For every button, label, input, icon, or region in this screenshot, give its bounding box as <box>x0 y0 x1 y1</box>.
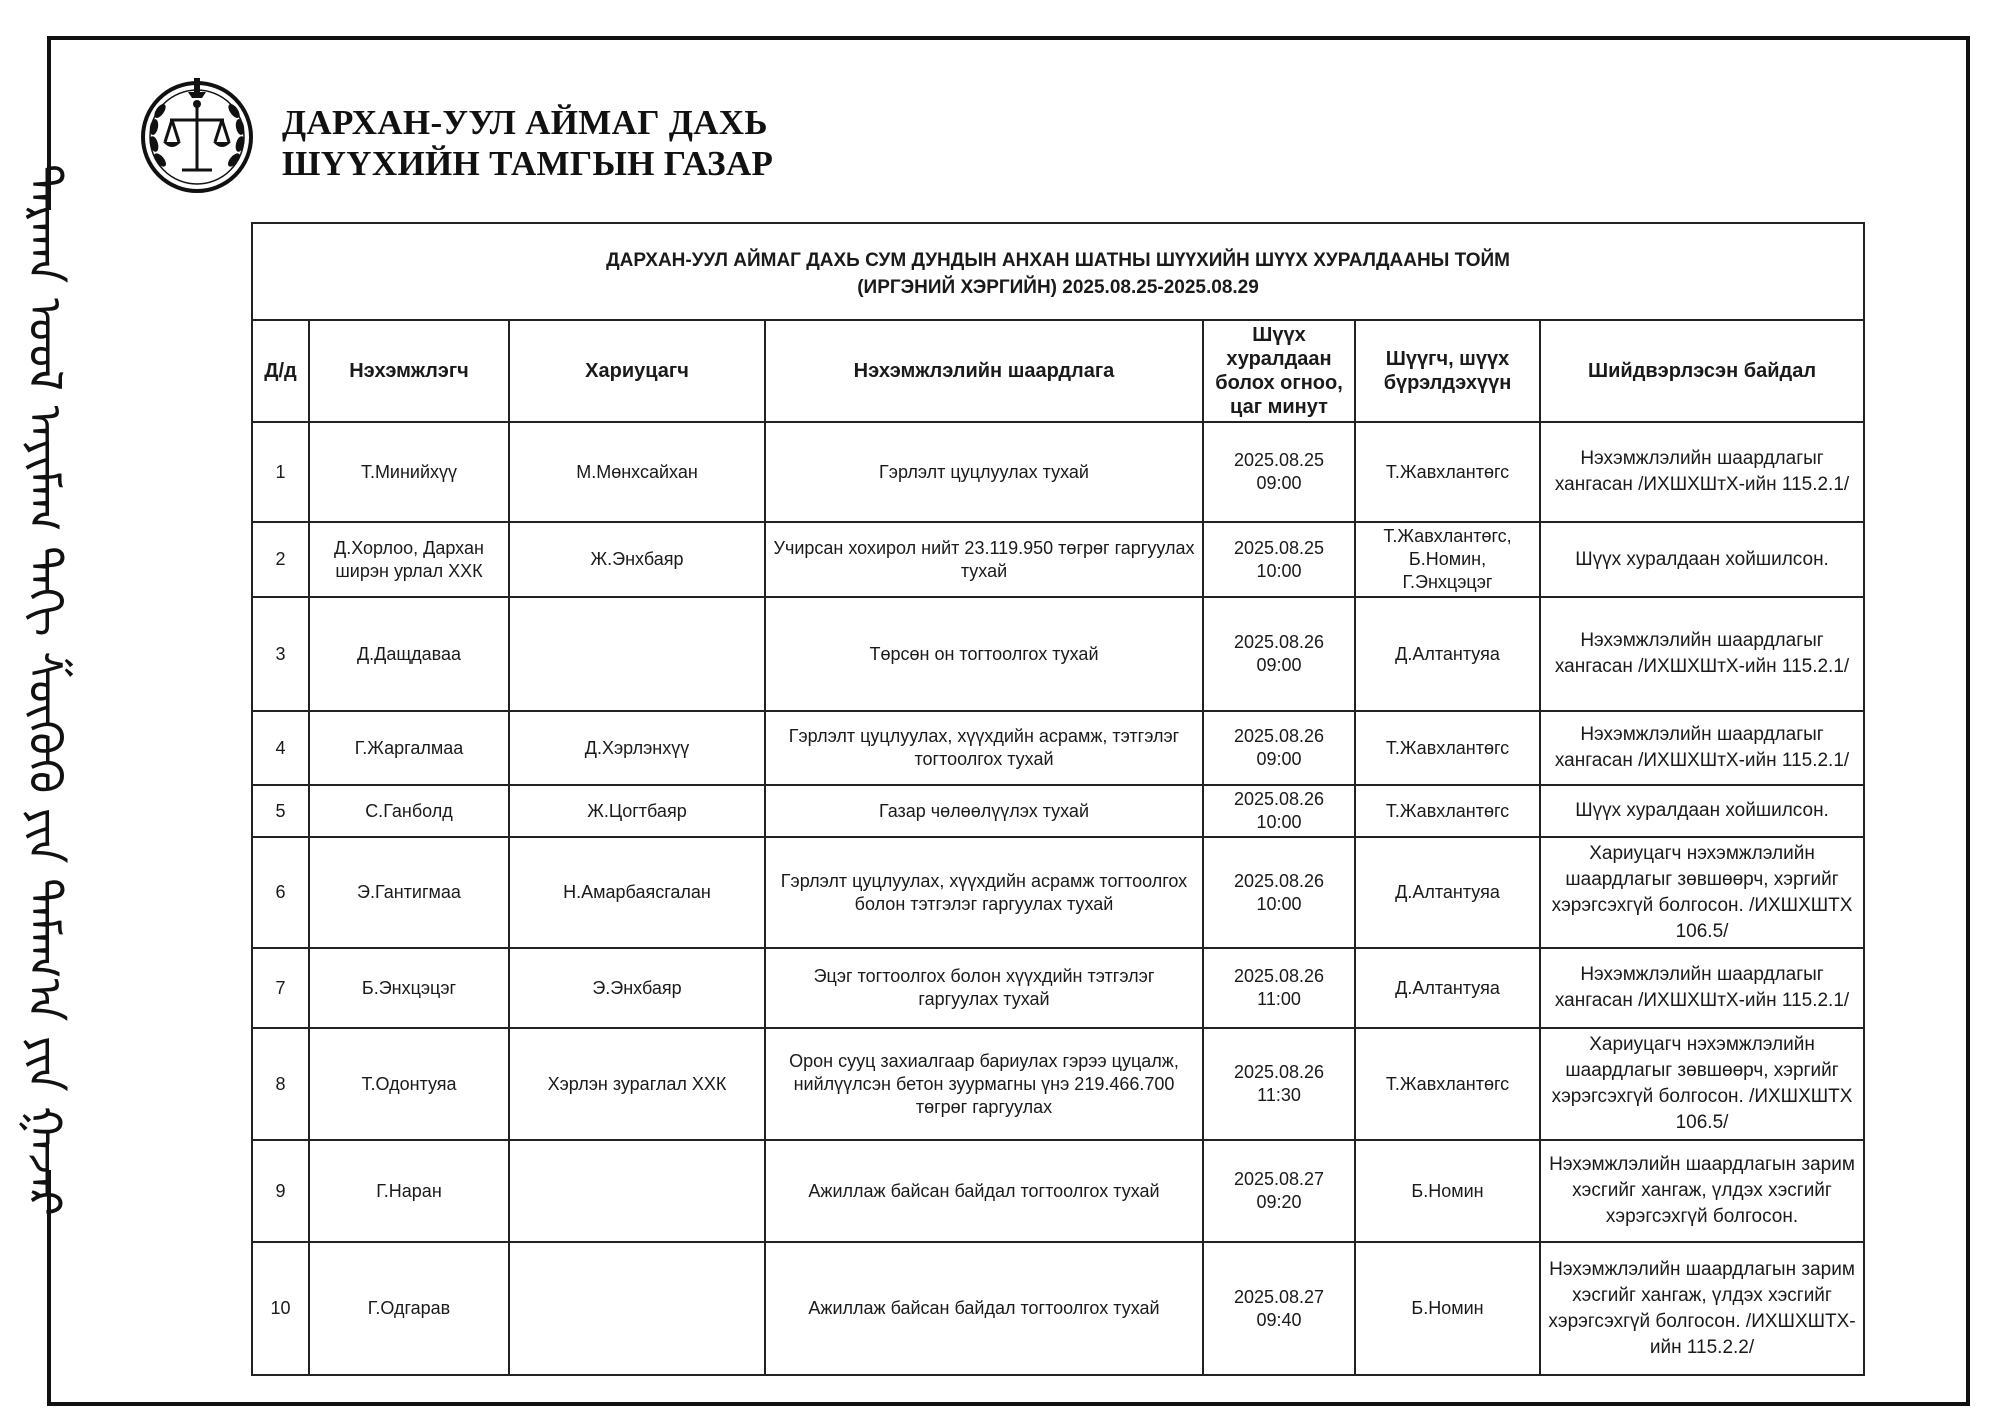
defendant-cell: Хэрлэн зураглал ХХК <box>509 1028 765 1140</box>
row-number: 5 <box>252 785 309 837</box>
vertical-mongolian-script <box>0 163 90 1217</box>
org-name <box>282 102 773 184</box>
header-decision: Шийдвэрлэсэн байдал <box>1540 320 1864 422</box>
judge-cell: Т.Жавхлантөгс <box>1355 1028 1540 1140</box>
datetime-cell <box>1203 711 1355 785</box>
hearing-date: 2025.08.26 <box>1233 1062 1325 1082</box>
table-title-line1: ДАРХАН-УУЛ АЙМАГ ДАХЬ СУМ ДУНДЫН АНХАН ШАТНЫ ШҮҮХИЙН ШҮҮХ ХУРАЛДААНЫ ТОЙМ <box>606 249 1510 271</box>
header-judge: Шүүгч, шүүх бүрэлдэхүүн <box>1355 320 1540 422</box>
hearing-date: 2025.08.25 <box>1233 450 1325 470</box>
decision-cell: Шүүх хуралдаан хойшилсон. <box>1540 785 1864 837</box>
defendant-cell: Д.Хэрлэнхүү <box>509 711 765 785</box>
header-claim: Нэхэмжлэлийн шаардлага <box>765 320 1203 422</box>
plaintiff-cell: Г.Одгарав <box>309 1242 509 1375</box>
plaintiff-cell: Г.Наран <box>309 1140 509 1242</box>
plaintiff-cell: Г.Жаргалмаа <box>309 711 509 785</box>
plaintiff-cell: С.Ганболд <box>309 785 509 837</box>
table-row <box>252 711 1864 785</box>
decision-cell: Хариуцагч нэхэмжлэлийн шаардлагыг зөвшөөрч, хэргийг хэрэгсэхгүй болгосон. /ИХШХШТХ 106.5/ <box>1540 1028 1864 1140</box>
row-number: 9 <box>252 1140 309 1242</box>
claim-cell: Орон сууц захиалгаар бариулах гэрээ цуцалж, нийлүүлсэн бетон зуурмагны үнэ 219.466.700 төгрөг гаргуулах <box>765 1028 1203 1140</box>
hearing-date: 2025.08.27 <box>1233 1286 1325 1307</box>
defendant-cell: Н.Амарбаясгалан <box>509 837 765 948</box>
header-defendant: Хариуцагч <box>509 320 765 422</box>
header-plaintiff: Нэхэмжлэгч <box>309 320 509 422</box>
hearing-time: 11:00 <box>1257 989 1301 1009</box>
decision-cell: Хариуцагч нэхэмжлэлийн шаардлагыг зөвшөөрч, хэргийг хэрэгсэхгүй болгосон. /ИХШХШТХ 106.5/ <box>1540 837 1864 948</box>
claim-cell: Ажиллаж байсан байдал тогтоолгох тухай <box>765 1242 1203 1375</box>
judge-cell: Т.Жавхлантөгс <box>1355 422 1540 522</box>
hearing-date: 2025.08.26 <box>1233 870 1325 891</box>
row-number: 3 <box>252 597 309 711</box>
court-emblem-icon <box>138 70 256 200</box>
judge-cell: Т.Жавхлантөгс, Б.Номин, Г.Энхцэцэг <box>1355 522 1540 597</box>
hearing-date: 2025.08.25 <box>1233 537 1325 558</box>
table-title <box>252 223 1864 320</box>
decision-cell: Нэхэмжлэлийн шаардлагыг хангасан /ИХШХШтХ-ийн 115.2.1/ <box>1540 597 1864 711</box>
datetime-cell <box>1203 422 1355 522</box>
row-number: 7 <box>252 948 309 1028</box>
table-title-line2: (ИРГЭНИЙ ХЭРГИЙН) 2025.08.25-2025.08.29 <box>857 276 1259 298</box>
hearing-time: 10:00 <box>1256 812 1302 832</box>
org-name-line1: ДАРХАН-УУЛ АЙМАГ ДАХЬ <box>282 103 768 142</box>
side-script-text: ᠳᠠᠷᠬᠠᠨ ᠤᠤᠯ ᠠᠶᠢᠮᠠᠭ ᠳᠠᠬᠢ ᠱᠦᠭᠦᠬᠦ ᠶᠢᠨ ᠲᠠᠮᠠᠭ᠎ᠠ ᠶᠢᠨ ᠭᠠᠵᠠᠷ <box>18 163 72 1217</box>
schedule-table-wrap <box>251 222 1863 1362</box>
table-row <box>252 1140 1864 1242</box>
datetime-cell <box>1203 522 1355 597</box>
judge-cell: Д.Алтантуяа <box>1355 837 1540 948</box>
table-row <box>252 422 1864 522</box>
plaintiff-cell: Д.Дащдаваа <box>309 597 509 711</box>
table-row <box>252 597 1864 711</box>
row-number: 6 <box>252 837 309 948</box>
table-row <box>252 522 1864 597</box>
decision-cell: Нэхэмжлэлийн шаардлагын зарим хэсгийг хангаж, үлдэх хэсгийг хэрэгсэхгүй болгосон. <box>1540 1140 1864 1242</box>
claim-cell: Ажиллаж байсан байдал тогтоолгох тухай <box>765 1140 1203 1242</box>
decision-cell: Нэхэмжлэлийн шаардлагыг хангасан /ИХШХШтХ-ийн 115.2.1/ <box>1540 422 1864 522</box>
claim-cell: Төрсөн он тогтоолгох тухай <box>765 597 1203 711</box>
judge-cell: Б.Номин <box>1355 1242 1540 1375</box>
hearing-time: 11:30 <box>1257 1085 1301 1105</box>
hearing-time: 09:00 <box>1256 749 1302 769</box>
datetime-cell <box>1203 785 1355 837</box>
row-number: 2 <box>252 522 309 597</box>
judge-cell: Б.Номин <box>1355 1140 1540 1242</box>
plaintiff-cell: Б.Энхцэцэг <box>309 948 509 1028</box>
judge-cell: Т.Жавхлантөгс <box>1355 711 1540 785</box>
claim-cell: Гэрлэлт цуцлуулах, хүүхдийн асрамж, тэтгэлэг тогтоолгох тухай <box>765 711 1203 785</box>
plaintiff-cell: Д.Хорлоо, Дархан ширэн урлал ХХК <box>309 522 509 597</box>
row-number: 1 <box>252 422 309 522</box>
hearing-date: 2025.08.26 <box>1233 632 1325 652</box>
defendant-cell: Ж.Цогтбаяр <box>509 785 765 837</box>
table-title-row <box>252 223 1864 320</box>
defendant-cell: Ж.Энхбаяр <box>509 522 765 597</box>
row-number: 4 <box>252 711 309 785</box>
judge-cell: Д.Алтантуяа <box>1355 597 1540 711</box>
datetime-cell <box>1203 1140 1355 1242</box>
decision-cell: Нэхэмжлэлийн шаардлагыг хангасан /ИХШХШтХ-ийн 115.2.1/ <box>1540 711 1864 785</box>
defendant-cell: М.Мөнхсайхан <box>509 422 765 522</box>
plaintiff-cell: Э.Гантигмаа <box>309 837 509 948</box>
defendant-cell <box>509 1140 765 1242</box>
hearing-date: 2025.08.27 <box>1233 1169 1325 1189</box>
hearing-time: 09:40 <box>1256 1309 1302 1330</box>
defendant-cell <box>509 1242 765 1375</box>
datetime-cell <box>1203 837 1355 948</box>
datetime-cell <box>1203 597 1355 711</box>
org-name-line2: ШҮҮХИЙН ТАМГЫН ГАЗАР <box>282 144 774 183</box>
hearing-time: 09:00 <box>1256 655 1302 675</box>
claim-cell: Учирсан хохирол нийт 23.119.950 төгрөг гаргуулах тухай <box>765 522 1203 597</box>
hearing-time: 10:00 <box>1256 893 1302 914</box>
defendant-cell: Э.Энхбаяр <box>509 948 765 1028</box>
table-row <box>252 1242 1864 1375</box>
decision-cell: Нэхэмжлэлийн шаардлагын зарим хэсгийг хангаж, үлдэх хэсгийг хэрэгсэхгүй болгосон. /ИХШХШТХ-ийн 115.2.2/ <box>1540 1242 1864 1375</box>
datetime-cell <box>1203 1028 1355 1140</box>
table-row <box>252 1028 1864 1140</box>
row-number: 8 <box>252 1028 309 1140</box>
datetime-cell <box>1203 948 1355 1028</box>
plaintiff-cell: Т.Минийхүү <box>309 422 509 522</box>
claim-cell: Гэрлэлт цуцлуулах тухай <box>765 422 1203 522</box>
table-row <box>252 837 1864 948</box>
claim-cell: Эцэг тогтоолгох болон хүүхдийн тэтгэлэг гаргуулах тухай <box>765 948 1203 1028</box>
defendant-cell <box>509 597 765 711</box>
hearing-date: 2025.08.26 <box>1233 966 1325 986</box>
table-row <box>252 948 1864 1028</box>
hearing-schedule-table <box>251 222 1865 1376</box>
hearing-time: 09:00 <box>1256 473 1302 493</box>
header-datetime: Шүүх хуралдаан болох огноо, цаг минут <box>1203 320 1355 422</box>
judge-cell: Т.Жавхлантөгс <box>1355 785 1540 837</box>
decision-cell: Шүүх хуралдаан хойшилсон. <box>1540 522 1864 597</box>
header-num: Д/д <box>252 320 309 422</box>
datetime-cell <box>1203 1242 1355 1375</box>
table-header-row <box>252 320 1864 422</box>
decision-cell: Нэхэмжлэлийн шаардлагыг хангасан /ИХШХШтХ-ийн 115.2.1/ <box>1540 948 1864 1028</box>
hearing-time: 09:20 <box>1256 1192 1302 1212</box>
hearing-date: 2025.08.26 <box>1233 789 1325 809</box>
plaintiff-cell: Т.Одонтуяа <box>309 1028 509 1140</box>
judge-cell: Д.Алтантуяа <box>1355 948 1540 1028</box>
table-row <box>252 785 1864 837</box>
row-number: 10 <box>252 1242 309 1375</box>
claim-cell: Гэрлэлт цуцлуулах, хүүхдийн асрамж тогтоолгох болон тэтгэлэг гаргуулах тухай <box>765 837 1203 948</box>
hearing-date: 2025.08.26 <box>1233 726 1325 746</box>
hearing-time: 10:00 <box>1256 560 1302 581</box>
claim-cell: Газар чөлөөлүүлэх тухай <box>765 785 1203 837</box>
